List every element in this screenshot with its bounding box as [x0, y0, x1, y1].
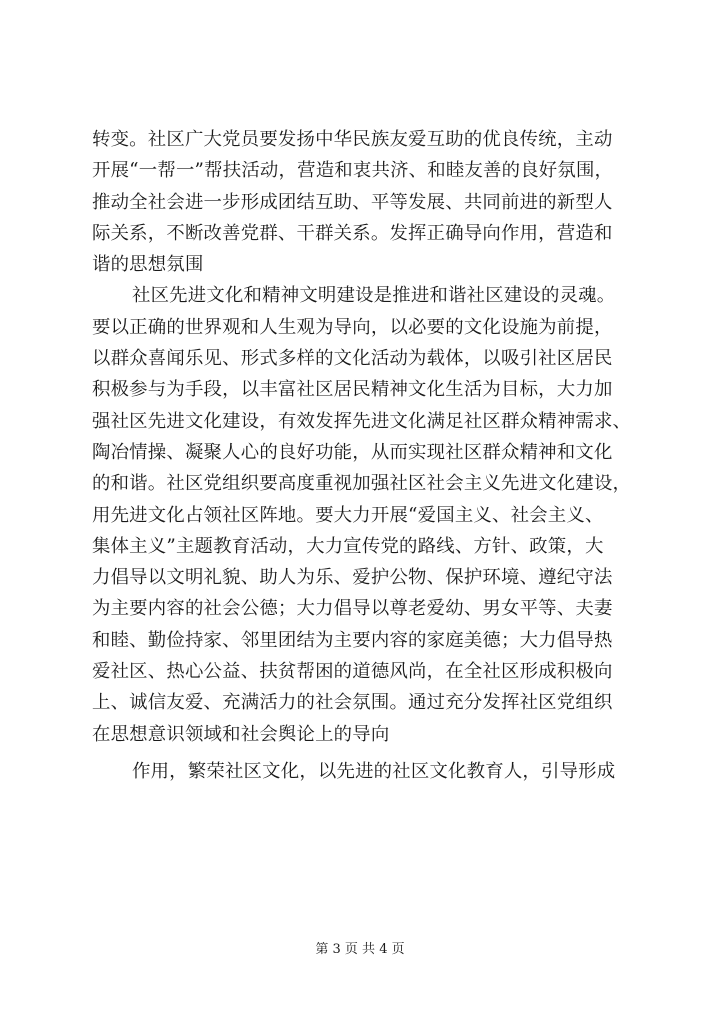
text-line: 强社区先进文化建设，有效发挥先进文化满足社区群众精神需求、: [92, 410, 632, 432]
paragraph-3: [92, 756, 637, 787]
text-line: 陶冶情操、凝聚人心的良好功能，从而实现社区群众精神和文化: [92, 441, 613, 463]
page-number-footer: 第 3 页 共 4 页: [315, 942, 405, 957]
text-line: 的和谐。社区党组织要高度重视加强社区社会主义先进文化建设，: [92, 473, 632, 495]
text-line: 要以正确的世界观和人生观为导向，以必要的文化设施为前提，: [92, 316, 613, 338]
document-body: [92, 124, 637, 787]
text-line: 开展“一帮一”帮扶活动，营造和衷共济、和睦友善的良好氛围，: [92, 160, 614, 182]
text-line: 积极参与为手段，以丰富社区居民精神文化生活为目标，大力加: [92, 379, 613, 401]
text-line: 际关系，不断改善党群、干群关系。发挥正确导向作用，营造和: [92, 222, 613, 244]
text-line: 谐的思想氛围: [92, 254, 204, 276]
text-line: 在思想意识领域和社会舆论上的导向: [92, 723, 390, 745]
text-line: 为主要内容的社会公德；大力倡导以尊老爱幼、男女平等、夫妻: [92, 598, 613, 620]
text-line: 力倡导以文明礼貌、助人为乐、爱护公物、保护环境、遵纪守法: [92, 567, 613, 589]
paragraph-1: [92, 124, 637, 280]
text-line: 社区先进文化和精神文明建设是推进和谐社区建设的灵魂。: [132, 285, 616, 307]
text-line: 集体主义”主题教育活动，大力宣传党的路线、方针、政策，大: [92, 535, 604, 557]
text-line: 转变。社区广大党员要发扬中华民族友爱互助的优良传统，主动: [92, 129, 613, 150]
text-line: 推动全社会进一步形成团结互助、平等发展、共同前进的新型人: [92, 191, 613, 213]
text-line: 和睦、勤俭持家、邻里团结为主要内容的家庭美德；大力倡导热: [92, 629, 613, 651]
text-line: 爱社区、热心公益、扶贫帮困的道德风尚，在全社区形成积极向: [92, 661, 613, 683]
text-line: 以群众喜闻乐见、形式多样的文化活动为载体，以吸引社区居民: [92, 348, 613, 370]
paragraph-2: [92, 280, 637, 749]
text-line: 上、诚信友爱、充满活力的社会氛围。通过充分发挥社区党组织: [92, 692, 613, 714]
text-line: 作用，繁荣社区文化，以先进的社区文化教育人，引导形成: [132, 760, 616, 782]
text-line: 用先进文化占领社区阵地。要大力开展“爱国主义、社会主义、: [92, 504, 604, 526]
